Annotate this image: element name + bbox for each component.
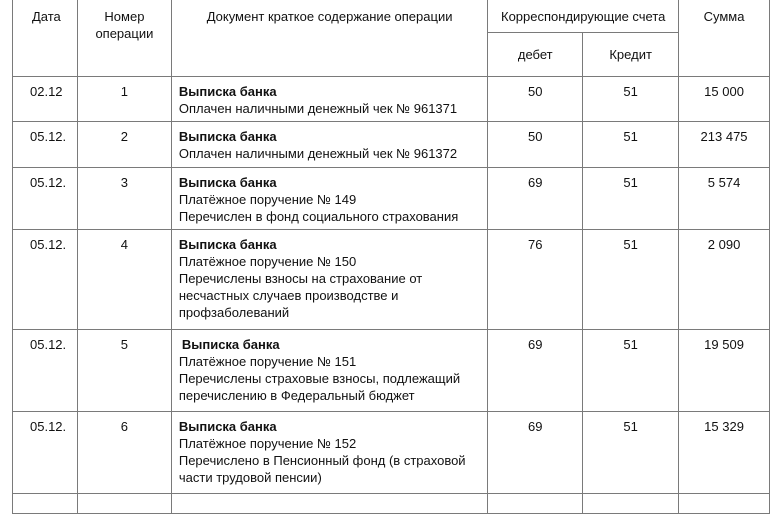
cell-document [171,412,487,494]
cell-sum: 213 475 [679,122,770,168]
cell-credit: 51 [583,168,679,230]
document-line: Перечислены страховые взносы, подлежащий [178,371,461,386]
empty-cell [77,494,171,514]
document-line: части трудовой пенсии) [178,470,322,485]
cell-operation-number: 6 [77,412,171,494]
cell-sum: 15 000 [679,77,770,122]
document-line: Платёжное поручение № 151 [178,354,357,369]
cell-debit: 69 [488,168,583,230]
document-title: Выписка банка [178,175,277,190]
cell-debit: 69 [488,330,583,412]
cell-date: 05.12. [13,412,78,494]
cell-credit: 51 [583,412,679,494]
table-row [13,122,770,168]
header-number-line2: операции [95,26,154,41]
cell-operation-number: 5 [77,330,171,412]
cell-document [171,77,487,122]
header-date: Дата [13,0,78,77]
cell-operation-number: 2 [77,122,171,168]
document-line: несчастных случаев производстве и [178,288,399,303]
cell-document [171,168,487,230]
cell-debit: 50 [488,122,583,168]
cell-document [171,122,487,168]
cell-date: 02.12 [13,77,78,122]
cell-debit: 69 [488,412,583,494]
table-row [13,412,770,494]
document-line: Оплачен наличными денежный чек № 961372 [178,146,458,161]
table-row [13,330,770,412]
cell-debit: 76 [488,230,583,330]
header-operation-number [77,0,171,77]
header-corresponding-accounts: Корреспондирующие счета [488,0,679,33]
table-body [13,77,770,514]
empty-cell [488,494,583,514]
cell-credit: 51 [583,230,679,330]
document-line: Платёжное поручение № 149 [178,192,357,207]
cell-sum: 15 329 [679,412,770,494]
header-credit: Кредит [583,33,679,77]
table-row [13,77,770,122]
cell-operation-number: 3 [77,168,171,230]
table-row [13,168,770,230]
cell-date: 05.12. [13,230,78,330]
document-title: Выписка банка [178,237,277,252]
empty-cell [13,494,78,514]
cell-sum: 5 574 [679,168,770,230]
document-title: Выписка банка [181,337,280,352]
table-row [13,230,770,330]
empty-cell [171,494,487,514]
document-line: перечислению в Федеральный бюджет [178,388,415,403]
document-line: Платёжное поручение № 150 [178,254,357,269]
cell-date: 05.12. [13,330,78,412]
header-document: Документ краткое содержание операции [171,0,487,77]
header-debit: дебет [488,33,583,77]
cell-credit: 51 [583,330,679,412]
header-sum: Сумма [679,0,770,77]
cell-operation-number: 4 [77,230,171,330]
table-row-partial [13,494,770,514]
cell-document [171,230,487,330]
cell-credit: 51 [583,77,679,122]
cell-document [171,330,487,412]
document-title: Выписка банка [178,84,277,99]
document-line: Оплачен наличными денежный чек № 961371 [178,101,458,116]
empty-cell [679,494,770,514]
header-row [13,0,770,33]
document-title: Выписка банка [178,419,277,434]
document-line: профзаболеваний [178,305,290,320]
document-line: Платёжное поручение № 152 [178,436,357,451]
cell-credit: 51 [583,122,679,168]
cell-operation-number: 1 [77,77,171,122]
document-title: Выписка банка [178,129,277,144]
cell-sum: 19 509 [679,330,770,412]
cell-sum: 2 090 [679,230,770,330]
document-line: Перечислено в Пенсионный фонд (в страховой [178,453,466,468]
document-line: Перечислены взносы на страхование от [178,271,423,286]
header-number-line1: Номер [104,9,145,24]
empty-cell [583,494,679,514]
document-line: Перечислен в фонд социального страхования [178,209,459,224]
cell-date: 05.12. [13,168,78,230]
cell-date: 05.12. [13,122,78,168]
cell-debit: 50 [488,77,583,122]
operations-table [12,0,770,514]
